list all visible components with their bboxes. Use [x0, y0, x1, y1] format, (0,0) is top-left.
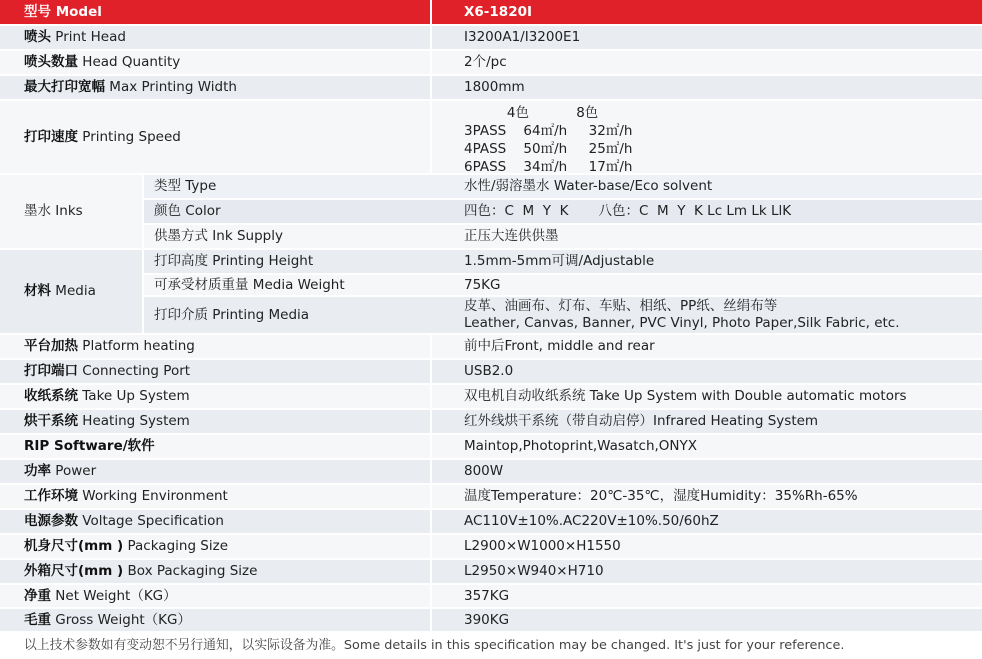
row-label-en: Max Printing Width [109, 79, 237, 95]
media-label-cn: 材料 [24, 283, 51, 299]
row-gross-weight [0, 609, 982, 631]
row-connecting-port [0, 360, 982, 383]
row-printing-media [0, 297, 982, 333]
row-label-en: Head Quantity [82, 54, 181, 70]
row-value: 1800mm [464, 79, 525, 95]
ink-color-value: 四色：C M Y K 八色：C M Y K Lc Lm Lk LlK [464, 203, 792, 219]
row-ink-supply [0, 225, 982, 248]
row-label-en: Heating System [82, 413, 190, 429]
row-label-cn: 收纸系统 [24, 388, 78, 404]
row-value: 357KG [464, 588, 510, 604]
row-value: 前中后Front, middle and rear [464, 338, 655, 354]
row-ink-type [0, 175, 982, 198]
row-value: 390KG [464, 612, 510, 628]
row-label-cn: 机身尺寸(mm ) [24, 538, 124, 554]
table-header [0, 0, 982, 24]
row-printing-speed [0, 101, 982, 173]
row-value: USB2.0 [464, 363, 514, 379]
printing-media-value-cn: 皮革、油画布、灯布、车贴、相纸、PP纸、丝绢布等 [464, 298, 778, 314]
row-voltage [0, 510, 982, 533]
ink-supply-value: 正压大连供供墨 [464, 228, 559, 244]
row-value: 双电机自动收纸系统 Take Up System with Double automatic motors [464, 388, 907, 404]
row-label-en: Voltage Specification [82, 513, 224, 529]
row-label-cn: 打印端口 [24, 363, 78, 379]
row-label-en: Print Head [55, 29, 126, 45]
row-label-cn: 功率 [24, 463, 51, 479]
media-label-en: Media [55, 283, 96, 299]
row-label-cn: 最大打印宽幅 [24, 79, 105, 95]
row-heating-system [0, 410, 982, 433]
row-ink-color [0, 200, 982, 223]
row-label-cn: 毛重 [24, 612, 51, 628]
row-value: AC110V±10%.AC220V±10%.50/60hZ [464, 513, 719, 529]
row-label-cn: 外箱尺寸(mm ) [24, 563, 124, 579]
row-power [0, 460, 982, 483]
row-label-en: Platform heating [82, 338, 195, 354]
row-label-en: Working Environment [82, 488, 228, 504]
disclaimer-footer: 以上技术参数如有变动恕不另行通知，以实际设备为准。Some details in this specification may be changed. It's just for your reference. [24, 638, 845, 653]
media-weight-label: 可承受材质重量 Media Weight [154, 277, 345, 293]
row-label-cn: 净重 [24, 588, 51, 604]
model-value: X6-1820I [464, 4, 533, 20]
row-value: 红外线烘干系统（带自动启停）Infrared Heating System [464, 413, 819, 429]
speed-line-6pass: 6PASS 34㎡/h 17㎡/h [464, 159, 633, 175]
printing-media-label: 打印介质 Printing Media [154, 307, 310, 323]
row-media-weight [0, 275, 982, 295]
row-printing-height [0, 250, 982, 273]
row-print-head [0, 26, 982, 49]
row-label-cn: 打印速度 [24, 129, 78, 145]
printing-height-value: 1.5mm-5mm可调/Adjustable [464, 253, 655, 269]
row-platform-heating [0, 335, 982, 358]
row-label-en: Take Up System [82, 388, 190, 404]
row-value: 800W [464, 463, 504, 479]
row-value: Maintop,Photoprint,Wasatch,ONYX [464, 438, 698, 454]
header-divider [430, 0, 432, 24]
row-value: 2个/pc [464, 54, 507, 70]
row-net-weight [0, 585, 982, 607]
speed-header: 4色 8色 [464, 105, 599, 121]
row-working-environment [0, 485, 982, 508]
ink-supply-label: 供墨方式 Ink Supply [154, 228, 283, 244]
row-label-en: Net Weight（KG） [55, 588, 177, 604]
row-label-cn: 电源参数 [24, 513, 78, 529]
row-label-cn: 烘干系统 [24, 413, 78, 429]
model-label: 型号 Model [24, 4, 102, 20]
row-value: 温度Temperature：20℃-35℃，湿度Humidity：35%Rh-65% [464, 488, 858, 504]
row-label-en: Power [55, 463, 97, 479]
ink-color-label: 颜色 Color [154, 203, 221, 219]
speed-line-3pass: 3PASS 64㎡/h 32㎡/h [464, 123, 633, 139]
row-label-en: Connecting Port [82, 363, 191, 379]
row-label-en: Printing Speed [82, 129, 181, 145]
row-label-cn: 工作环境 [24, 488, 78, 504]
row-take-up-system [0, 385, 982, 408]
row-value: L2950×W940×H710 [464, 563, 604, 579]
row-label-cn: 平台加热 [24, 338, 78, 354]
speed-line-4pass: 4PASS 50㎡/h 25㎡/h [464, 141, 633, 157]
row-value: L2900×W1000×H1550 [464, 538, 621, 554]
media-weight-value: 75KG [464, 277, 501, 293]
row-label-en: Gross Weight（KG） [55, 612, 191, 628]
row-max-width [0, 76, 982, 99]
row-head-quantity [0, 51, 982, 74]
row-box-packaging-size [0, 560, 982, 583]
row-rip-software [0, 435, 982, 458]
row-label-cn: 喷头数量 [24, 54, 78, 70]
row-value: I3200A1/I3200E1 [464, 29, 581, 45]
row-label-en: Box Packaging Size [127, 563, 258, 579]
row-label-en: Packaging Size [127, 538, 229, 554]
printing-height-label: 打印高度 Printing Height [154, 253, 314, 269]
row-label-cn: RIP Software/软件 [24, 438, 155, 454]
ink-type-label: 类型 Type [154, 178, 217, 194]
inks-label: 墨水 Inks [24, 203, 83, 219]
row-label-cn: 喷头 [24, 29, 51, 45]
printing-media-value-en: Leather, Canvas, Banner, PVC Vinyl, Photo Paper,Silk Fabric, etc. [464, 315, 900, 331]
row-packaging-size [0, 535, 982, 558]
ink-type-value: 水性/弱溶墨水 Water-base/Eco solvent [464, 178, 713, 194]
